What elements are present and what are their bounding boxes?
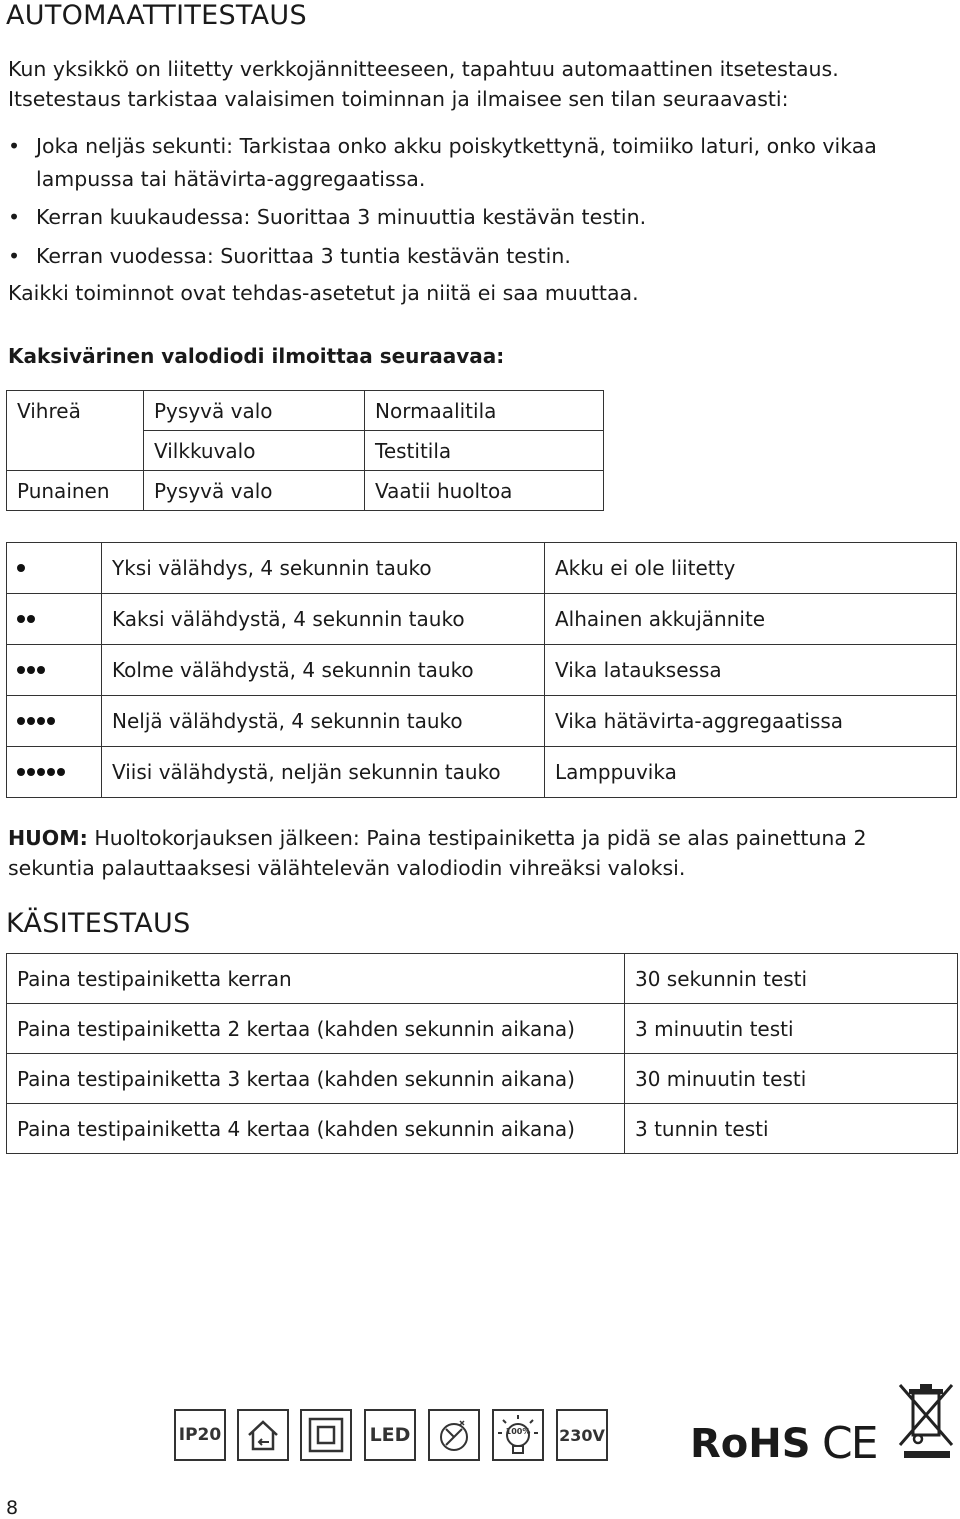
service-note bbox=[8, 823, 867, 853]
flash-pattern-cell: Neljä välähdystä, 4 sekunnin tauko bbox=[102, 696, 545, 747]
led-label: LED bbox=[369, 1424, 411, 1446]
flash-dots-cell bbox=[7, 645, 102, 696]
flash-dots-cell bbox=[7, 696, 102, 747]
flash-meaning-cell: Vika hätävirta-aggregaatissa bbox=[545, 696, 957, 747]
led-icon bbox=[364, 1409, 416, 1461]
flash-meaning-cell: Akku ei ole liitetty bbox=[545, 543, 957, 594]
flash-dots-icon bbox=[17, 717, 101, 725]
voltage-icon bbox=[556, 1409, 608, 1461]
led-color-cell: Punainen bbox=[7, 471, 144, 511]
led-light-cell: Pysyvä valo bbox=[144, 391, 365, 431]
manual-action-cell: Paina testipainiketta 4 kertaa (kahden sekunnin aikana) bbox=[7, 1104, 625, 1154]
flash-dots-icon bbox=[17, 768, 101, 776]
note-label: HUOM: bbox=[8, 826, 88, 850]
flash-dot bbox=[17, 666, 25, 674]
led-light-cell: Vilkkuvalo bbox=[144, 431, 365, 471]
flash-dots-icon bbox=[17, 564, 101, 572]
table-row bbox=[7, 471, 604, 511]
flash-dot bbox=[47, 717, 55, 725]
no-dimming-icon bbox=[428, 1409, 480, 1461]
table-row bbox=[7, 594, 957, 645]
flash-dot bbox=[17, 768, 25, 776]
flash-pattern-cell: Viisi välähdystä, neljän sekunnin tauko bbox=[102, 747, 545, 798]
flash-dots-icon bbox=[17, 666, 101, 674]
table-row bbox=[7, 1104, 958, 1154]
flash-dot bbox=[17, 564, 25, 572]
flash-dot bbox=[27, 717, 35, 725]
flash-meaning-cell: Lamppuvika bbox=[545, 747, 957, 798]
indoor-use-icon bbox=[237, 1409, 289, 1461]
note-text: Huoltokorjauksen jälkeen: Paina testipainiketta ja pidä se alas painettuna 2 bbox=[87, 826, 867, 850]
table-row bbox=[7, 543, 957, 594]
table-row bbox=[7, 391, 604, 431]
class-ii-icon bbox=[300, 1409, 352, 1461]
dimmer-crossed-icon bbox=[434, 1415, 474, 1455]
flash-dots-cell bbox=[7, 594, 102, 645]
factory-settings-note: Kaikki toiminnot ovat tehdas-asetetut ja niitä ei saa muuttaa. bbox=[8, 281, 639, 305]
flash-dot bbox=[37, 717, 45, 725]
flash-dot bbox=[27, 615, 35, 623]
flash-dot bbox=[37, 666, 45, 674]
led-light-cell: Pysyvä valo bbox=[144, 471, 365, 511]
flash-dot bbox=[27, 666, 35, 674]
section-title-manual-test: KÄSITESTAUS bbox=[6, 908, 191, 939]
flash-dots-cell bbox=[7, 543, 102, 594]
bullet-text: Kerran vuodessa: Suorittaa 3 tuntia kestävän testin. bbox=[36, 244, 571, 268]
table-row bbox=[7, 1004, 958, 1054]
intro-line-2: Itsetestaus tarkistaa valaisimen toiminnan ja ilmaisee sen tilan seuraavasti: bbox=[8, 87, 789, 111]
flash-pattern-cell: Kolme välähdystä, 4 sekunnin tauko bbox=[102, 645, 545, 696]
table-row bbox=[7, 645, 957, 696]
bullet-item-1-continued: lampussa tai hätävirta-aggregaatissa. bbox=[36, 167, 426, 191]
double-square-icon bbox=[307, 1416, 345, 1454]
ce-mark: CE bbox=[822, 1418, 877, 1469]
intro-line-1: Kun yksikkö on liitetty verkkojännitteeseen, tapahtuu automaattinen itsetestaus. bbox=[8, 57, 839, 81]
bullet-item-1 bbox=[8, 134, 877, 158]
flash-dot bbox=[57, 768, 65, 776]
flash-dot bbox=[47, 768, 55, 776]
led-meaning-cell: Vaatii huoltoa bbox=[365, 471, 604, 511]
flash-dot bbox=[37, 768, 45, 776]
manual-test-table bbox=[6, 953, 958, 1154]
bulb-100-icon bbox=[492, 1409, 544, 1461]
table-row bbox=[7, 431, 604, 471]
flash-dots-icon bbox=[17, 615, 101, 623]
crossed-bin-icon bbox=[896, 1381, 956, 1459]
flash-dots-cell bbox=[7, 747, 102, 798]
led-heading: Kaksivärinen valodiodi ilmoittaa seuraavaa: bbox=[8, 344, 505, 368]
weee-icon bbox=[896, 1381, 956, 1459]
voltage-label: 230V bbox=[559, 1425, 605, 1445]
led-color-cell bbox=[7, 431, 144, 471]
flash-dot bbox=[27, 768, 35, 776]
table-row bbox=[7, 747, 957, 798]
bullet-text: Joka neljäs sekunti: Tarkistaa onko akku poiskytkettynä, toimiiko laturi, onko vikaa bbox=[36, 134, 877, 158]
manual-result-cell: 30 minuutin testi bbox=[625, 1054, 958, 1104]
bullet-icon: • bbox=[8, 134, 21, 158]
table-row bbox=[7, 1054, 958, 1104]
bullet-item-2 bbox=[8, 205, 646, 229]
flash-dot bbox=[17, 717, 25, 725]
table-row bbox=[7, 696, 957, 747]
percent-label: 100% bbox=[505, 1427, 531, 1436]
ip20-label: IP20 bbox=[178, 1425, 222, 1445]
flash-dot bbox=[17, 615, 25, 623]
manual-result-cell: 3 tunnin testi bbox=[625, 1104, 958, 1154]
manual-result-cell: 30 sekunnin testi bbox=[625, 954, 958, 1004]
bullet-icon: • bbox=[8, 244, 21, 268]
page-number: 8 bbox=[6, 1497, 19, 1519]
bullet-icon: • bbox=[8, 205, 21, 229]
bullet-text: Kerran kuukaudessa: Suorittaa 3 minuuttia kestävän testin. bbox=[36, 205, 647, 229]
section-title-automatic-test: AUTOMAATTITESTAUS bbox=[6, 0, 307, 31]
manual-action-cell: Paina testipainiketta 2 kertaa (kahden sekunnin aikana) bbox=[7, 1004, 625, 1054]
led-status-table bbox=[6, 390, 604, 511]
house-icon bbox=[243, 1415, 283, 1455]
service-note-continued: sekuntia palauttaaksesi välähtelevän valodiodin vihreäksi valoksi. bbox=[8, 856, 686, 880]
bullet-item-3 bbox=[8, 244, 571, 268]
led-color-cell: Vihreä bbox=[7, 391, 144, 431]
rohs-logo: RoHS bbox=[690, 1421, 811, 1467]
led-meaning-cell: Testitila bbox=[365, 431, 604, 471]
flash-meaning-cell: Vika latauksessa bbox=[545, 645, 957, 696]
flash-pattern-cell: Kaksi välähdystä, 4 sekunnin tauko bbox=[102, 594, 545, 645]
manual-result-cell: 3 minuutin testi bbox=[625, 1004, 958, 1054]
flash-meaning-cell: Alhainen akkujännite bbox=[545, 594, 957, 645]
led-meaning-cell: Normaalitila bbox=[365, 391, 604, 431]
flash-pattern-cell: Yksi välähdys, 4 sekunnin tauko bbox=[102, 543, 545, 594]
flash-pattern-table bbox=[6, 542, 957, 798]
ip20-icon bbox=[174, 1409, 226, 1461]
manual-action-cell: Paina testipainiketta 3 kertaa (kahden sekunnin aikana) bbox=[7, 1054, 625, 1104]
manual-action-cell: Paina testipainiketta kerran bbox=[7, 954, 625, 1004]
table-row bbox=[7, 954, 958, 1004]
